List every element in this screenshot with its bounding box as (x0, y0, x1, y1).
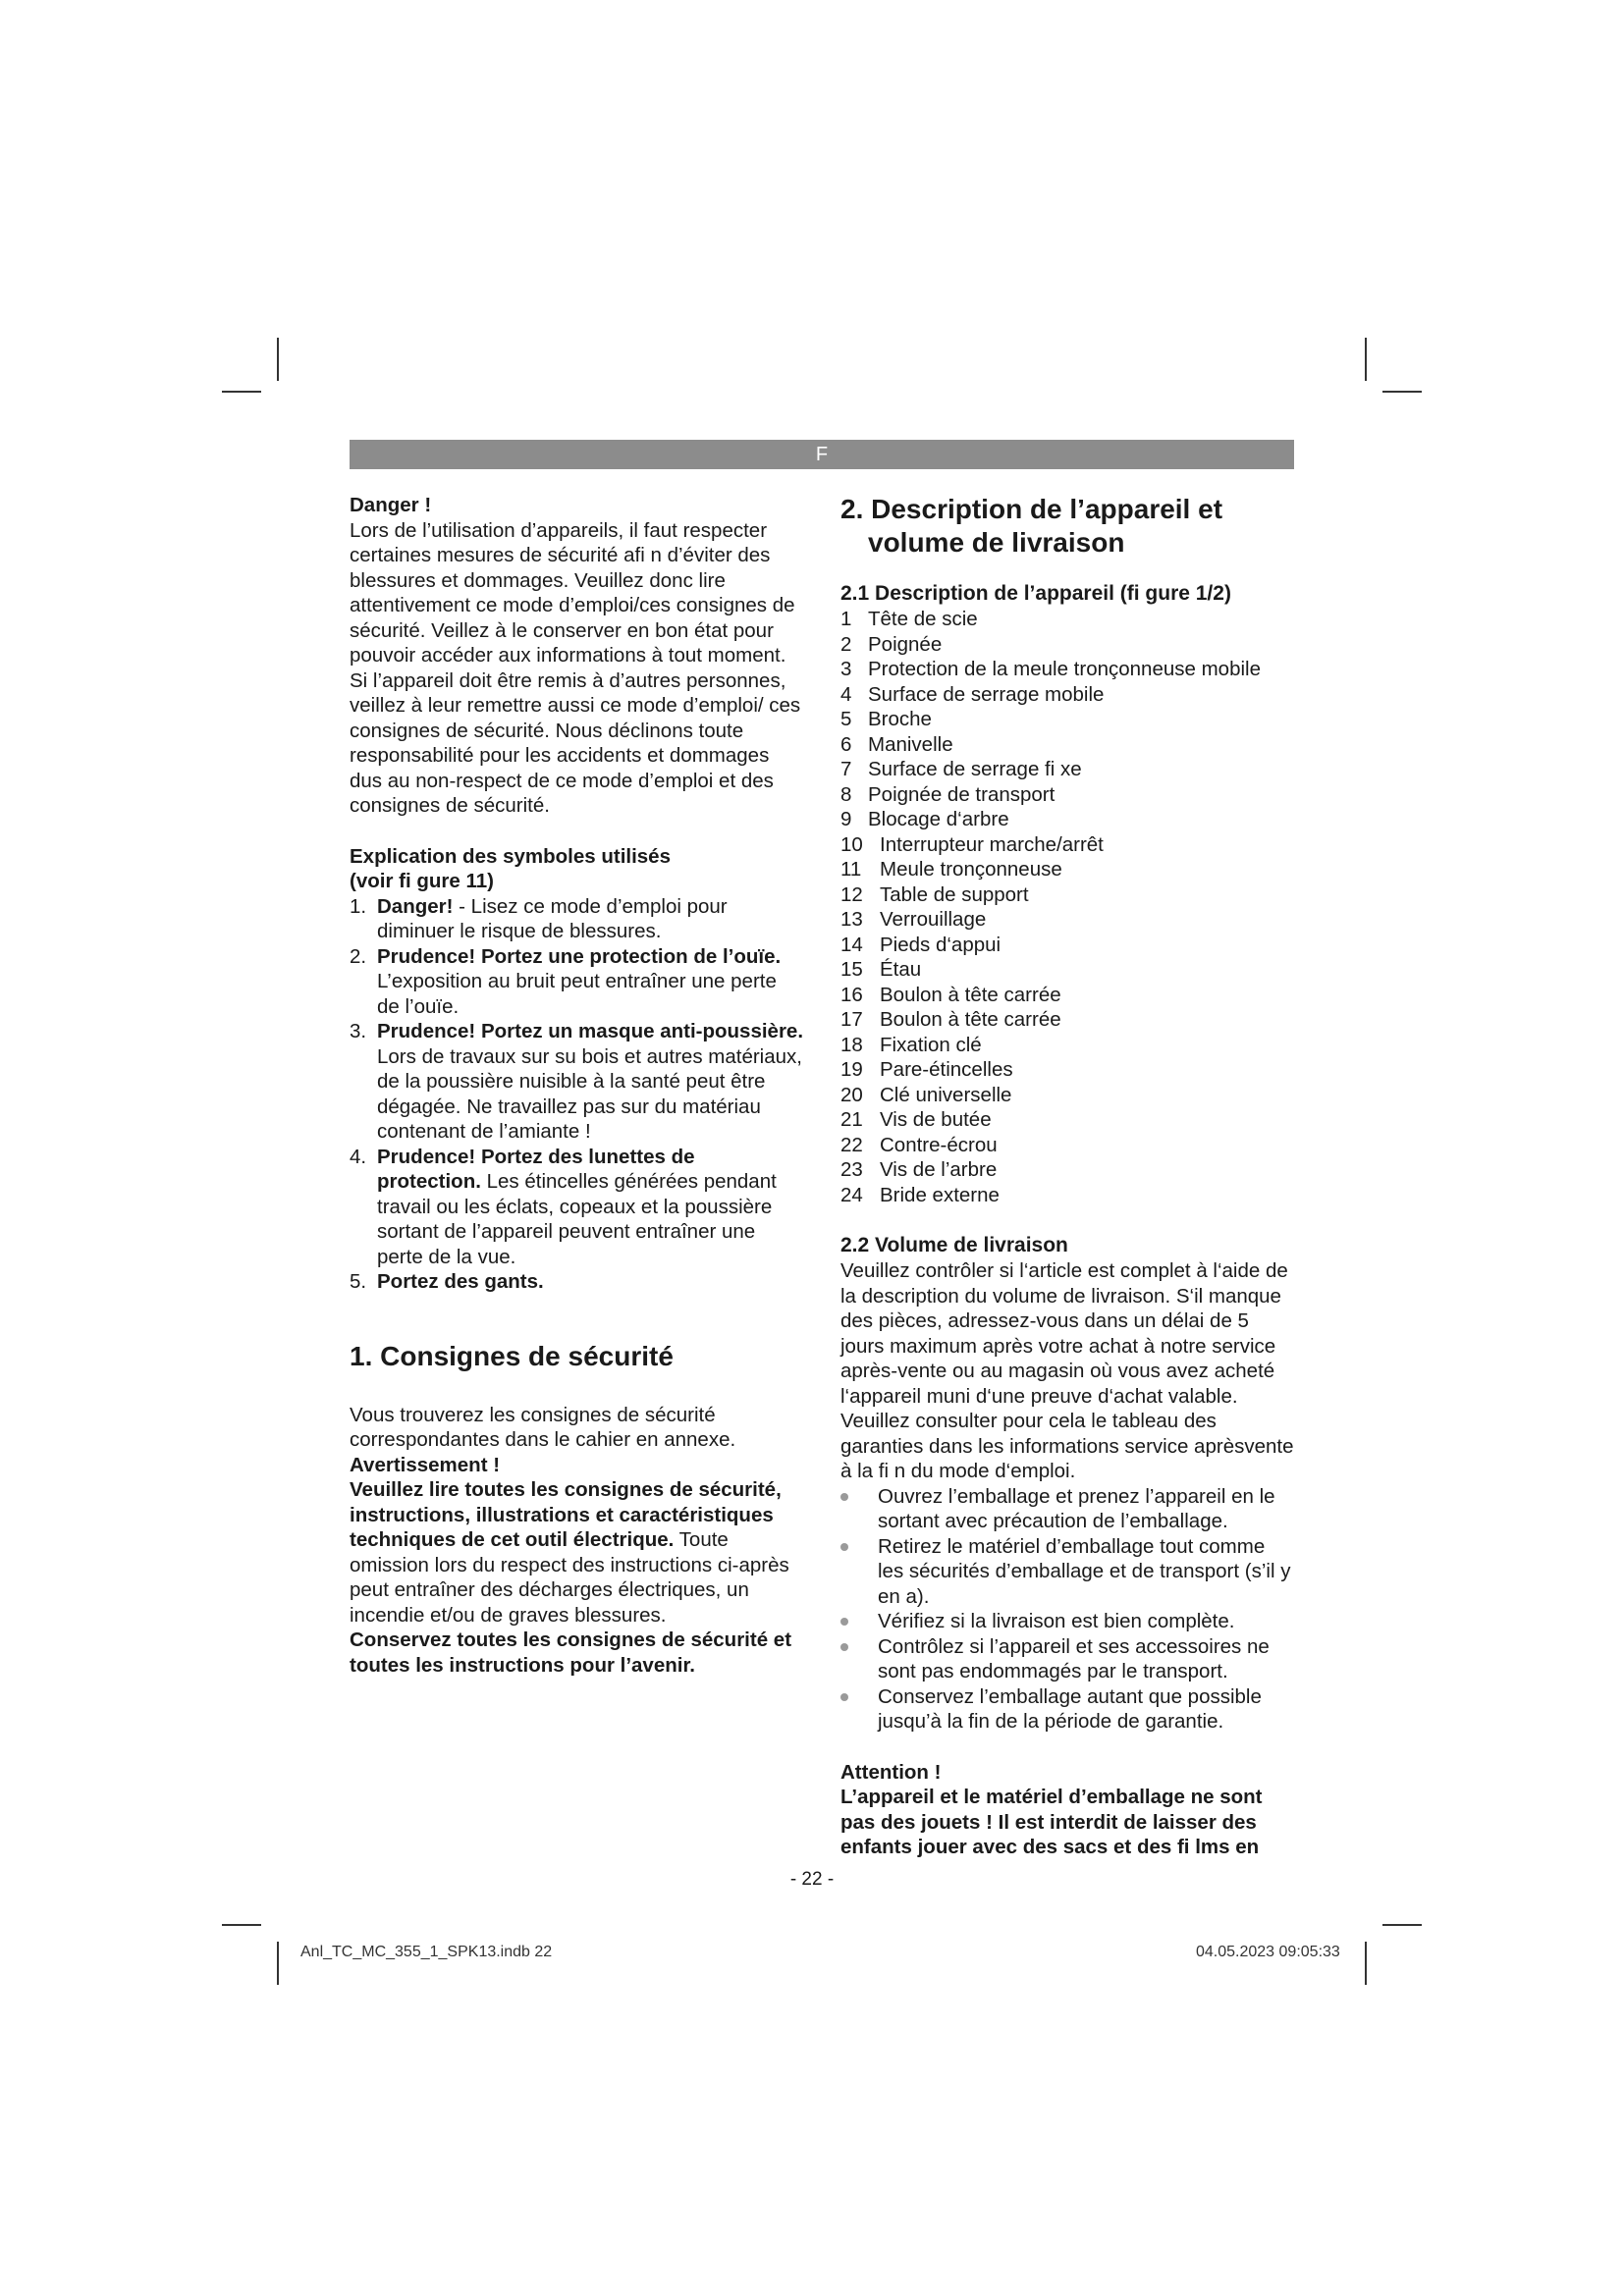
part-label: Poignée de transport (868, 782, 1056, 806)
part-label: Meule tronçonneuse (880, 858, 1062, 881)
part-label: Tête de scie (868, 608, 978, 630)
part-number: 13 (840, 908, 863, 931)
bullet-item (840, 1609, 1294, 1634)
spacer (840, 560, 1294, 581)
part-label: Clé universelle (880, 1083, 1012, 1106)
symbol-item-bold: Prudence! Portez une protection de l’ouïe. (377, 944, 782, 968)
section-1-intro: Vous trouverez les consignes de sécurité correspondantes dans le cahier en annexe. (350, 1403, 736, 1451)
warning-title: Avertissement ! (350, 1453, 501, 1476)
subsection-2-2-title: 2.2 Volume de livraison (840, 1234, 1068, 1256)
part-item (840, 1083, 1294, 1108)
part-item (840, 1107, 1294, 1133)
spacer (350, 819, 803, 844)
spacer (840, 1207, 1294, 1233)
spacer (350, 1373, 803, 1403)
bullet-dot-icon (840, 1493, 848, 1501)
parts-list (840, 607, 1294, 1207)
part-number: 19 (840, 1058, 863, 1081)
part-number: 2 (840, 632, 852, 656)
symbol-item-text: Les étincelles générées pendant travail ou les éclats, copeaux et la poussière sortant de l’appareil peuvent entraîner une perte de la vue. (377, 1170, 777, 1268)
bullet-item (840, 1534, 1294, 1610)
bullet-dot-icon (840, 1543, 848, 1551)
symbol-item-number: 3. (350, 1020, 367, 1042)
part-label: Étau (880, 958, 922, 981)
danger-title: Danger ! (350, 494, 432, 516)
symbol-item (350, 944, 803, 1020)
part-number: 21 (840, 1108, 863, 1131)
part-number: 3 (840, 658, 852, 680)
section-1-title: Consignes de sécurité (380, 1340, 674, 1371)
part-item (840, 607, 1294, 632)
part-number: 11 (840, 858, 862, 881)
part-label: Manivelle (868, 732, 953, 756)
section-2-title-line-1: Description de l’appareil et (871, 494, 1223, 524)
part-label: Fixation clé (880, 1033, 982, 1056)
symbol-item-number: 5. (350, 1270, 367, 1293)
symbol-item-bold: Prudence! Portez des lunettes de protection. (377, 1145, 695, 1193)
part-number: 17 (840, 1008, 863, 1031)
part-number: 20 (840, 1083, 863, 1106)
part-label: Boulon à tête carrée (880, 1008, 1061, 1031)
part-label: Contre-écrou (880, 1133, 998, 1156)
part-label: Pare-étincelles (880, 1058, 1013, 1081)
part-item (840, 757, 1294, 782)
part-label: Table de support (880, 882, 1029, 906)
symbol-item-text: - Lisez ce mode d’emploi pour diminuer le risque de blessures. (377, 894, 728, 942)
part-number: 1 (840, 608, 852, 630)
warning-paragraph (350, 1477, 803, 1628)
crop-mark-bottom-left-horizontal (222, 1924, 261, 1926)
subsection-2-1-title: 2.1 Description de l’appareil (fi gure 1/2) (840, 582, 1231, 605)
section-1-number: 1. (350, 1340, 373, 1371)
language-header-bar (350, 440, 1294, 469)
part-label: Blocage d‘arbre (868, 808, 1009, 830)
footer-file-name: Anl_TC_MC_355_1_SPK13.indb 22 (300, 1944, 553, 1960)
crop-mark-top-right-vertical (1365, 338, 1367, 381)
part-number: 16 (840, 983, 863, 1006)
symbol-item-number: 4. (350, 1145, 367, 1168)
part-item (840, 1007, 1294, 1033)
footer-timestamp: 04.05.2023 09:05:33 (1196, 1944, 1340, 1960)
part-item (840, 1033, 1294, 1058)
attention-title: Attention ! (840, 1760, 942, 1784)
part-number: 5 (840, 708, 852, 730)
symbol-item (350, 1145, 803, 1270)
crop-mark-bottom-right-horizontal (1382, 1924, 1422, 1926)
part-number: 10 (840, 832, 863, 856)
part-number: 8 (840, 782, 852, 806)
symbol-item-number: 2. (350, 944, 367, 968)
bullet-dot-icon (840, 1643, 848, 1651)
part-number: 6 (840, 732, 852, 756)
warning-bold-text: Veuillez lire toutes les consignes de sécurité, instructions, illustrations et caractéristiques techniques de cet outil électrique. (350, 1478, 782, 1551)
part-label: Broche (868, 708, 932, 730)
part-item (840, 1057, 1294, 1083)
part-item (840, 732, 1294, 758)
crop-mark-top-left-vertical (277, 338, 279, 381)
bullet-item (840, 1684, 1294, 1735)
warning-regular-text: Toute omission lors du respect des instructions ci-après peut entraîner des décharges électriques, un incendie et/ou de graves blessures. (350, 1528, 789, 1627)
symbol-item-number: 1. (350, 894, 367, 918)
bullet-text: Ouvrez l’emballage et prenez l’appareil en le sortant avec précaution de l’emballage. (878, 1484, 1275, 1532)
bullet-dot-icon (840, 1618, 848, 1626)
part-label: Protection de la meule tronçonneuse mobile (868, 658, 1261, 680)
bullet-text: Retirez le matériel d’emballage tout comme les sécurités d’emballage et de transport (s’il y en a). (878, 1534, 1291, 1608)
bullet-item (840, 1634, 1294, 1684)
unpacking-bullet-list (840, 1484, 1294, 1735)
part-label: Vis de l’arbre (880, 1158, 998, 1181)
part-label: Surface de serrage mobile (868, 682, 1105, 706)
symbol-item-text: Lors de travaux sur su bois et autres matériaux, de la poussière nuisible à la santé peut être dégagée. Ne travaillez pas sur du matériau contenant de l’amiante ! (377, 1044, 802, 1143)
symbol-item-bold: Prudence! Portez un masque anti-poussière. (377, 1020, 804, 1042)
part-item (840, 907, 1294, 933)
part-label: Verrouillage (880, 908, 987, 931)
attention-text: L’appareil et le matériel d’emballage ne sont pas des jouets ! Il est interdit de laisser des enfants jouer avec des sacs et des fi lms en (840, 1786, 1263, 1858)
crop-mark-top-right-horizontal (1382, 391, 1422, 393)
left-column (350, 493, 803, 1678)
symbol-item-text: L’exposition au bruit peut entraîner une perte de l’ouïe. (377, 970, 777, 1018)
part-number: 22 (840, 1133, 863, 1156)
part-item (840, 1157, 1294, 1183)
language-tab-label: F (815, 444, 829, 465)
symbol-item (350, 1019, 803, 1145)
part-item (840, 707, 1294, 732)
keep-instructions-text: Conservez toutes les consignes de sécurité et toutes les instructions pour l’avenir. (350, 1629, 792, 1677)
part-label: Surface de serrage fi xe (868, 758, 1082, 780)
danger-paragraph: Lors de l’utilisation d’appareils, il faut respecter certaines mesures de sécurité afi n d’éviter des blessures et dommages. Veuillez donc lire attentivement ce mode d’emploi/ces consignes de sécurité. Veillez à le conserver en bon état pour pouvoir accéder aux informations à tout moment. Si l’appareil doit être remis à d’autres personnes, veillez à leur remettre aussi ce mode d’emploi/ ces consignes de sécurité. Nous déclinons toute responsabilité pour les accidents et dommages dus au non-respect de ce mode d’emploi et des consignes de sécurité. (350, 518, 801, 817)
part-item (840, 933, 1294, 958)
spacer (840, 1735, 1294, 1760)
part-number: 18 (840, 1033, 863, 1056)
part-item (840, 682, 1294, 708)
part-number: 7 (840, 758, 852, 780)
part-label: Pieds d‘appui (880, 933, 1001, 956)
part-number: 14 (840, 933, 863, 956)
bullet-item (840, 1484, 1294, 1534)
spacer (350, 1295, 803, 1340)
crop-mark-bottom-right-vertical (1365, 1942, 1367, 1985)
part-number: 24 (840, 1183, 863, 1206)
part-item (840, 1183, 1294, 1208)
symbol-item-bold: Portez des gants. (377, 1270, 544, 1293)
symbols-title-line-1: Explication des symboles utilisés (350, 844, 671, 868)
delivery-paragraph: Veuillez contrôler si l‘article est complet à l‘aide de la description du volume de livraison. S‘il manque des pièces, adressez-vous dans un délai de 5 jours maximum après votre achat à notre service après-vente ou au magasin où vous avez acheté l‘appareil muni d‘une preuve d‘achat valable. Veuillez consulter pour cela le tableau des garanties dans les informations service aprèsvente à la fi n du mode d‘emploi. (840, 1259, 1294, 1482)
section-2-heading (840, 493, 1294, 560)
bullet-dot-icon (840, 1693, 848, 1701)
part-item (840, 832, 1294, 858)
part-number: 12 (840, 882, 863, 906)
symbol-item (350, 1269, 803, 1295)
part-number: 15 (840, 958, 863, 981)
part-item (840, 983, 1294, 1008)
part-item (840, 782, 1294, 808)
bullet-text: Vérifiez si la livraison est bien complète. (878, 1610, 1235, 1632)
part-item (840, 632, 1294, 658)
part-label: Boulon à tête carrée (880, 983, 1061, 1006)
part-item (840, 807, 1294, 832)
symbol-item-bold: Danger! (377, 894, 454, 918)
part-item (840, 1133, 1294, 1158)
symbol-item (350, 894, 803, 944)
page-number: - 22 - (789, 1869, 835, 1890)
part-number: 9 (840, 808, 852, 830)
part-label: Poignée (868, 632, 943, 656)
section-2-title-line-2: volume de livraison (868, 527, 1125, 558)
part-item (840, 857, 1294, 882)
part-number: 23 (840, 1158, 863, 1181)
part-label: Bride externe (880, 1183, 1000, 1206)
part-item (840, 882, 1294, 908)
crop-mark-bottom-left-vertical (277, 1942, 279, 1985)
section-1-heading (350, 1340, 803, 1373)
part-label: Interrupteur marche/arrêt (880, 832, 1104, 856)
symbols-list (350, 894, 803, 1295)
part-number: 4 (840, 682, 852, 706)
part-item (840, 957, 1294, 983)
part-item (840, 657, 1294, 682)
bullet-text: Contrôlez si l’appareil et ses accessoires ne sont pas endommagés par le transport. (878, 1634, 1270, 1682)
section-2-number: 2. (840, 494, 864, 524)
part-label: Vis de butée (880, 1108, 992, 1131)
crop-mark-top-left-horizontal (222, 391, 261, 393)
bullet-text: Conservez l’emballage autant que possible jusqu’à la fin de la période de garantie. (878, 1684, 1262, 1733)
right-column (840, 493, 1294, 1860)
symbols-title-line-2: (voir fi gure 11) (350, 870, 494, 892)
